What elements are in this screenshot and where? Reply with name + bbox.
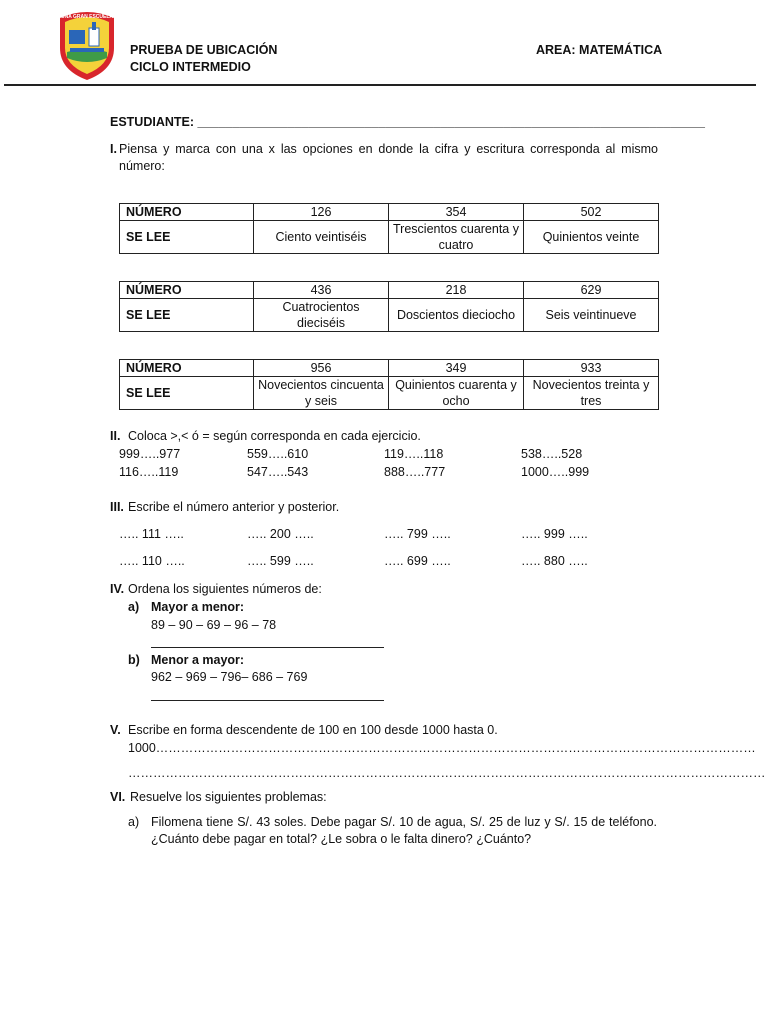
table-cell-word-option[interactable]: Novecientos treinta y tres bbox=[524, 377, 659, 410]
answer-line[interactable] bbox=[151, 647, 384, 648]
number-table-2 bbox=[119, 281, 659, 332]
number-table-1 bbox=[119, 203, 659, 254]
table-cell-number: 349 bbox=[389, 360, 524, 377]
order-asc-values: 962 – 969 – 796– 686 – 769 bbox=[151, 670, 308, 684]
section-2-instruction: Coloca >,< ó = según corresponda en cada ejercicio. bbox=[128, 429, 421, 443]
student-label: ESTUDIANTE: bbox=[110, 115, 198, 129]
compare-item[interactable]: 116…..119 bbox=[119, 465, 179, 479]
predecessor-successor-item[interactable]: ….. 999 ….. bbox=[521, 527, 588, 541]
table-cell-word-option[interactable]: Quinientos cuarenta y ocho bbox=[389, 377, 524, 410]
header-divider bbox=[4, 84, 756, 86]
table-header-reading: SE LEE bbox=[120, 221, 254, 254]
compare-item[interactable]: 888…..777 bbox=[384, 465, 446, 479]
problem-a-letter: a) bbox=[128, 815, 140, 829]
order-asc-title: Menor a mayor: bbox=[151, 653, 245, 667]
descending-answer-line-2[interactable]: ……………………………………………………………………………………………………………………………………… bbox=[128, 766, 766, 780]
table-cell-word-option[interactable]: Seis veintinueve bbox=[524, 299, 659, 332]
predecessor-successor-item[interactable]: ….. 599 ….. bbox=[247, 554, 314, 568]
section-2-number: II. bbox=[110, 429, 121, 443]
compare-item[interactable]: 1000…..999 bbox=[521, 465, 590, 479]
table-cell-word-option[interactable]: Ciento veintiséis bbox=[254, 221, 389, 254]
section-3-number: III. bbox=[110, 500, 124, 514]
compare-item[interactable]: 547…..543 bbox=[247, 465, 309, 479]
cycle-title: CICLO INTERMEDIO bbox=[130, 60, 251, 74]
predecessor-successor-item[interactable]: ….. 699 ….. bbox=[384, 554, 451, 568]
section-6-number: VI. bbox=[110, 790, 126, 804]
item-b-letter: b) bbox=[128, 653, 140, 667]
order-desc-title: Mayor a menor: bbox=[151, 600, 245, 614]
item-a-letter: a) bbox=[128, 600, 140, 614]
descending-answer-line-1[interactable]: 1000……………………………………………………………………………………………………………………………… bbox=[128, 741, 756, 755]
compare-item[interactable]: 999…..977 bbox=[119, 447, 181, 461]
table-header-number: NÚMERO bbox=[120, 204, 254, 221]
compare-item[interactable]: 119…..118 bbox=[384, 447, 444, 461]
compare-item[interactable]: 559…..610 bbox=[247, 447, 309, 461]
table-cell-number: 354 bbox=[389, 204, 524, 221]
table-cell-number: 502 bbox=[524, 204, 659, 221]
table-cell-word-option[interactable]: Novecientos cincuenta y seis bbox=[254, 377, 389, 410]
table-cell-word-option[interactable]: Trescientos cuarenta y cuatro bbox=[389, 221, 524, 254]
section-6-instruction: Resuelve los siguientes problemas: bbox=[130, 790, 327, 804]
answer-line[interactable] bbox=[151, 700, 384, 701]
table-cell-word-option[interactable]: Doscientos dieciocho bbox=[389, 299, 524, 332]
predecessor-successor-item[interactable]: ….. 200 ….. bbox=[247, 527, 314, 541]
table-cell-number: 933 bbox=[524, 360, 659, 377]
predecessor-successor-item[interactable]: ….. 110 ….. bbox=[119, 554, 185, 568]
section-5-instruction: Escribe en forma descendente de 100 en 100 desde 1000 hasta 0. bbox=[128, 723, 498, 737]
student-field bbox=[110, 114, 705, 131]
table-header-reading: SE LEE bbox=[120, 377, 254, 410]
table-cell-number: 629 bbox=[524, 282, 659, 299]
problem-a-text: Filomena tiene S/. 43 soles. Debe pagar S/. 10 de agua, S/. 25 de luz y S/. 15 de teléfono. ¿Cuánto debe pagar en total? ¿Le sobra o le falta dinero? ¿Cuánto? bbox=[151, 815, 657, 846]
table-cell-number: 218 bbox=[389, 282, 524, 299]
section-5-number: V. bbox=[110, 723, 121, 737]
predecessor-successor-item[interactable]: ….. 880 ….. bbox=[521, 554, 588, 568]
school-crest-logo bbox=[54, 8, 120, 82]
table-cell-number: 126 bbox=[254, 204, 389, 221]
predecessor-successor-item[interactable]: ….. 799 ….. bbox=[384, 527, 451, 541]
student-name-blank[interactable]: _________________________________________________________________________ bbox=[197, 115, 705, 129]
table-header-number: NÚMERO bbox=[120, 360, 254, 377]
test-title: PRUEBA DE UBICACIÓN bbox=[130, 43, 278, 57]
table-header-number: NÚMERO bbox=[120, 282, 254, 299]
compare-item[interactable]: 538…..528 bbox=[521, 447, 583, 461]
predecessor-successor-item[interactable]: ….. 111 ….. bbox=[119, 527, 184, 541]
section-1-number: I. bbox=[110, 142, 117, 156]
table-cell-word-option[interactable]: Quinientos veinte bbox=[524, 221, 659, 254]
subject-area: AREA: MATEMÁTICA bbox=[536, 43, 663, 57]
table-header-reading: SE LEE bbox=[120, 299, 254, 332]
section-4-number: IV. bbox=[110, 582, 125, 596]
table-cell-word-option[interactable]: Cuatrocientos dieciséis bbox=[254, 299, 389, 332]
table-cell-number: 436 bbox=[254, 282, 389, 299]
number-table-3 bbox=[119, 359, 659, 410]
section-3-instruction: Escribe el número anterior y posterior. bbox=[128, 500, 340, 514]
section-4-instruction: Ordena los siguientes números de: bbox=[128, 582, 322, 596]
section-1-instruction: Piensa y marca con una x las opciones en donde la cifra y escritura corresponda al mismo número: bbox=[119, 142, 658, 173]
order-desc-values: 89 – 90 – 69 – 96 – 78 bbox=[151, 618, 277, 632]
logo-motto: UNA GRAN ESCUELA bbox=[60, 14, 114, 20]
table-cell-number: 956 bbox=[254, 360, 389, 377]
